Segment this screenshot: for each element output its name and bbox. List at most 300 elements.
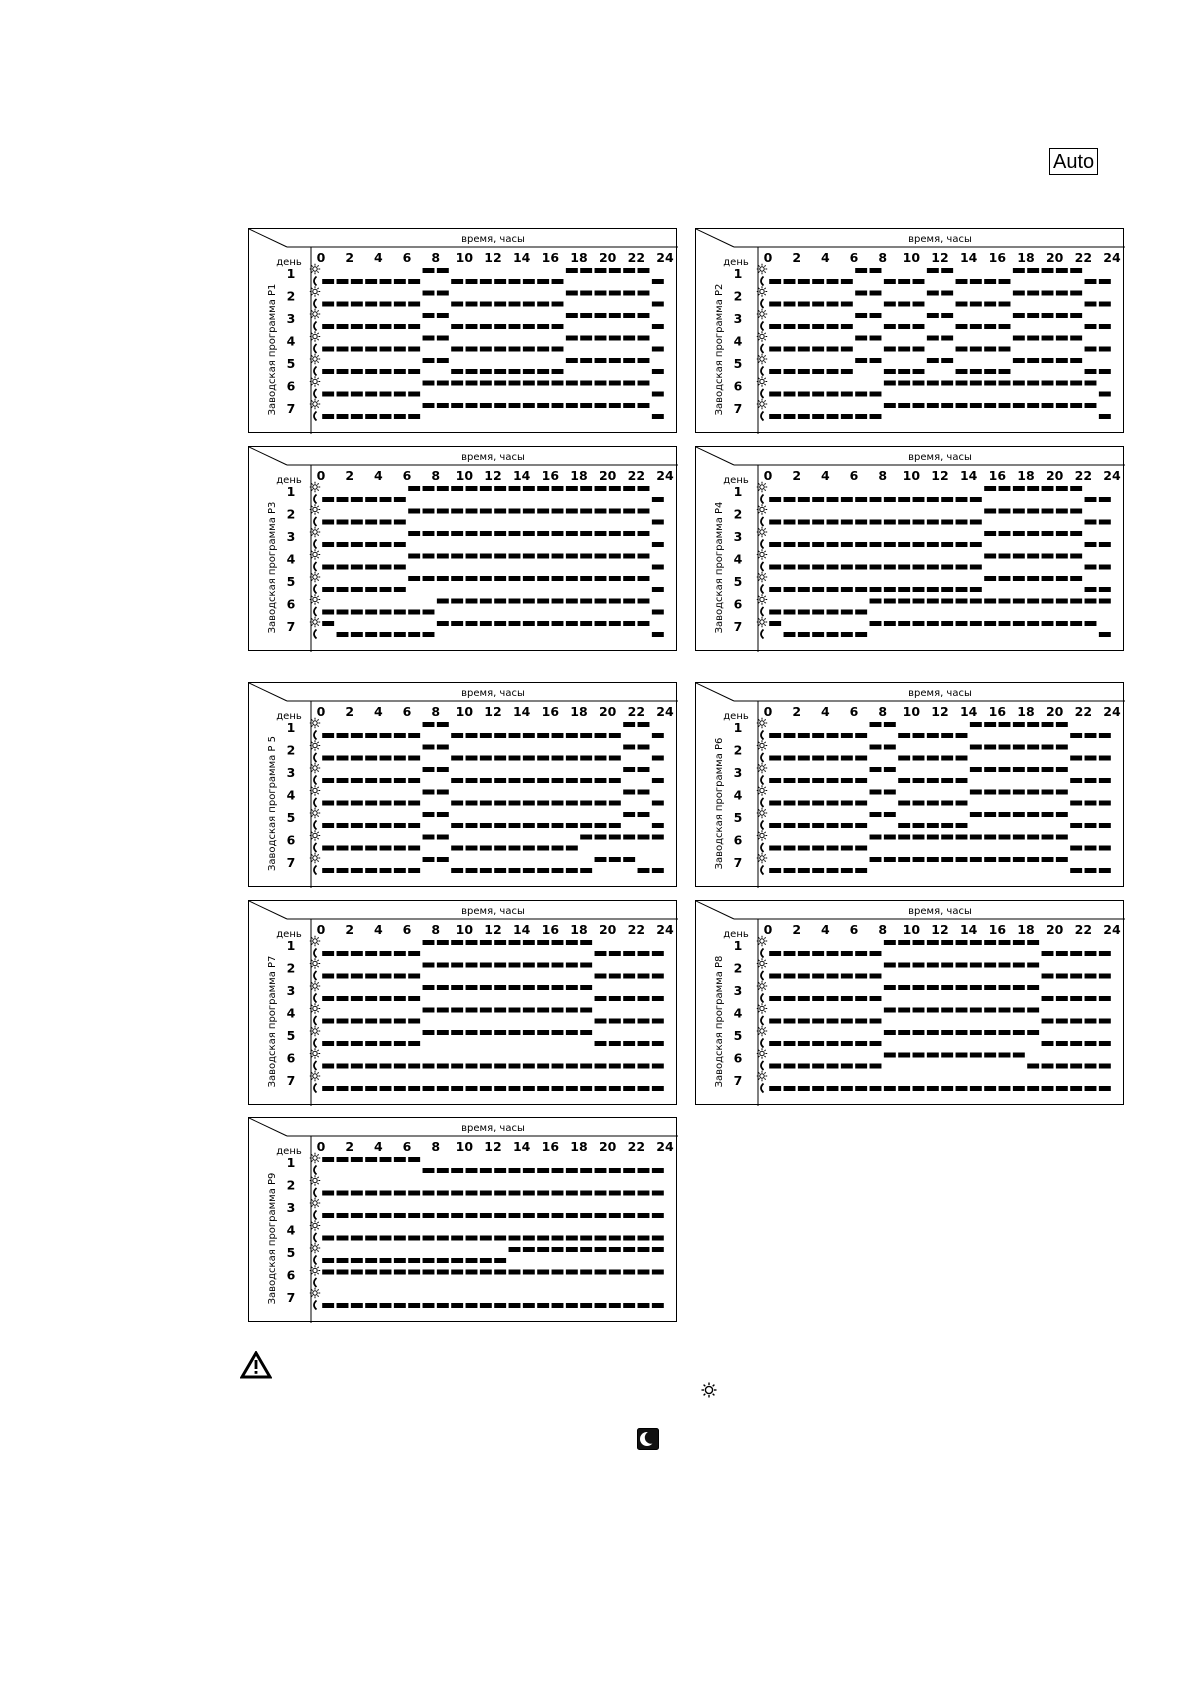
schedule-panel-p7 — [248, 900, 677, 1105]
eco-hour-bar — [784, 974, 796, 979]
eco-hour-bar — [337, 414, 349, 419]
eco-hour-bar — [812, 497, 824, 502]
eco-hour-bar — [1070, 801, 1082, 806]
eco-hour-bar — [337, 279, 349, 284]
comfort-hour-bar — [523, 531, 535, 536]
eco-hour-bar — [609, 801, 621, 806]
comfort-hour-bar — [941, 599, 953, 604]
comfort-hour-bar — [913, 985, 925, 990]
eco-hour-bar — [1099, 733, 1111, 738]
eco-hour-bar — [784, 369, 796, 374]
eco-hour-bar — [870, 996, 882, 1001]
day-number: 7 — [286, 855, 296, 870]
eco-hour-bar — [365, 733, 377, 738]
eco-hour-bar — [609, 1041, 621, 1046]
eco-hour-bar — [652, 756, 664, 761]
eco-hour-bar — [638, 868, 650, 873]
comfort-hour-bar — [984, 403, 996, 408]
eco-hour-bar — [509, 778, 521, 783]
comfort-hour-bar — [480, 576, 492, 581]
eco-hour-bar — [652, 1041, 664, 1046]
eco-hour-bar — [927, 1086, 939, 1091]
eco-hour-bar — [1085, 801, 1097, 806]
comfort-hour-bar — [927, 1053, 939, 1058]
eco-hour-bar — [798, 756, 810, 761]
eco-hour-bar — [380, 520, 392, 525]
eco-hour-bar — [322, 347, 334, 352]
eco-hour-bar — [984, 347, 996, 352]
comfort-hour-bar — [423, 1008, 435, 1013]
eco-hour-bar — [956, 302, 968, 307]
eco-hour-bar — [408, 778, 420, 783]
eco-hour-bar — [523, 823, 535, 828]
moon-icon — [761, 776, 764, 785]
comfort-hour-bar — [623, 745, 635, 750]
day-number: 6 — [286, 1050, 296, 1066]
eco-hour-bar — [638, 1064, 650, 1069]
eco-hour-bar — [812, 520, 824, 525]
eco-hour-bar — [623, 1064, 635, 1069]
comfort-hour-bar — [552, 621, 564, 626]
eco-hour-bar — [408, 1213, 420, 1218]
eco-hour-bar — [1070, 778, 1082, 783]
eco-hour-bar — [552, 1168, 564, 1173]
eco-hour-bar — [322, 868, 334, 873]
moon-icon — [314, 540, 317, 549]
comfort-hour-bar — [623, 767, 635, 772]
eco-hour-bar — [595, 1191, 607, 1196]
comfort-hour-bar — [984, 1008, 996, 1013]
comfort-hour-bar — [623, 576, 635, 581]
eco-hour-bar — [552, 1213, 564, 1218]
comfort-hour-bar — [609, 531, 621, 536]
eco-hour-bar — [595, 1041, 607, 1046]
eco-hour-bar — [580, 1213, 592, 1218]
eco-hour-bar — [956, 565, 968, 570]
comfort-hour-bar — [898, 940, 910, 945]
comfort-hour-bar — [1070, 599, 1082, 604]
comfort-hour-bar — [523, 403, 535, 408]
hour-tick-label: 24 — [656, 468, 674, 483]
program-title: Заводская программа P7 — [267, 955, 278, 1088]
comfort-hour-bar — [322, 621, 334, 626]
sun-icon — [757, 309, 767, 319]
comfort-hour-bar — [941, 381, 953, 386]
eco-hour-bar — [855, 520, 867, 525]
moon-icon — [314, 798, 317, 807]
eco-hour-bar — [970, 279, 982, 284]
hour-tick-label: 18 — [570, 250, 588, 265]
eco-hour-bar — [784, 392, 796, 397]
sun-icon — [757, 785, 767, 795]
eco-hour-bar — [855, 1019, 867, 1024]
day-number: 5 — [733, 574, 743, 589]
comfort-hour-bar — [623, 790, 635, 795]
comfort-hour-bar — [638, 268, 650, 273]
comfort-hour-bar — [423, 291, 435, 296]
comfort-hour-bar — [451, 1270, 463, 1275]
eco-hour-bar — [380, 542, 392, 547]
hour-tick-label: 12 — [931, 468, 949, 483]
eco-hour-bar — [769, 756, 781, 761]
eco-hour-bar — [784, 823, 796, 828]
eco-hour-bar — [423, 1086, 435, 1091]
eco-hour-bar — [870, 974, 882, 979]
comfort-hour-bar — [494, 985, 506, 990]
eco-hour-bar — [827, 302, 839, 307]
eco-hour-bar — [898, 497, 910, 502]
eco-hour-bar — [423, 1213, 435, 1218]
comfort-hour-bar — [523, 940, 535, 945]
eco-hour-bar — [798, 846, 810, 851]
comfort-hour-bar — [1042, 599, 1054, 604]
eco-hour-bar — [509, 823, 521, 828]
eco-hour-bar — [337, 324, 349, 329]
eco-hour-bar — [884, 1086, 896, 1091]
comfort-hour-bar — [623, 857, 635, 862]
comfort-hour-bar — [1070, 486, 1082, 491]
sun-icon — [757, 1048, 767, 1058]
eco-hour-bar — [595, 823, 607, 828]
eco-hour-bar — [1085, 733, 1097, 738]
sun-icon — [757, 572, 767, 582]
moon-icon — [314, 971, 317, 980]
comfort-hour-bar — [984, 722, 996, 727]
comfort-hour-bar — [466, 985, 478, 990]
eco-hour-bar — [394, 392, 406, 397]
program-title: Заводская программа P4 — [714, 501, 725, 634]
comfort-hour-bar — [956, 599, 968, 604]
comfort-hour-bar — [927, 336, 939, 341]
comfort-hour-bar — [884, 963, 896, 968]
eco-hour-bar — [1070, 733, 1082, 738]
comfort-hour-bar — [1027, 767, 1039, 772]
hour-tick-label: 22 — [627, 468, 646, 483]
comfort-hour-bar — [884, 767, 896, 772]
comfort-hour-bar — [423, 722, 435, 727]
eco-hour-bar — [769, 497, 781, 502]
comfort-hour-bar — [595, 835, 607, 840]
eco-hour-bar — [523, 756, 535, 761]
eco-hour-bar — [652, 279, 664, 284]
day-number: 1 — [286, 484, 296, 499]
day-number: 3 — [286, 311, 296, 326]
eco-hour-bar — [595, 756, 607, 761]
eco-hour-bar — [552, 778, 564, 783]
eco-hour-bar — [638, 1086, 650, 1091]
comfort-hour-bar — [480, 531, 492, 536]
eco-hour-bar — [609, 756, 621, 761]
eco-hour-bar — [380, 756, 392, 761]
comfort-hour-bar — [351, 1157, 363, 1162]
eco-hour-bar — [365, 565, 377, 570]
hour-tick-label: 6 — [849, 704, 859, 719]
eco-hour-bar — [466, 347, 478, 352]
comfort-hour-bar — [580, 599, 592, 604]
eco-hour-bar — [913, 520, 925, 525]
sun-icon — [757, 527, 767, 537]
eco-hour-bar — [1085, 1041, 1097, 1046]
hour-tick-label: 6 — [402, 922, 412, 937]
eco-hour-bar — [827, 974, 839, 979]
eco-hour-bar — [394, 1236, 406, 1241]
eco-hour-bar — [537, 1064, 549, 1069]
eco-hour-bar — [566, 1213, 578, 1218]
comfort-hour-bar — [408, 509, 420, 514]
comfort-hour-bar — [970, 985, 982, 990]
eco-hour-bar — [812, 414, 824, 419]
comfort-hour-bar — [956, 621, 968, 626]
eco-hour-bar — [898, 565, 910, 570]
day-number: 3 — [286, 765, 296, 780]
comfort-hour-bar — [970, 1053, 982, 1058]
comfort-hour-bar — [1056, 621, 1068, 626]
eco-hour-bar — [984, 369, 996, 374]
eco-hour-bar — [394, 1303, 406, 1308]
eco-hour-bar — [970, 369, 982, 374]
comfort-hour-bar — [898, 1008, 910, 1013]
comfort-hour-bar — [898, 985, 910, 990]
comfort-hour-bar — [537, 554, 549, 559]
schedule-panel-p1 — [248, 228, 677, 433]
eco-hour-bar — [451, 324, 463, 329]
hour-tick-label: 8 — [431, 704, 441, 719]
comfort-hour-bar — [537, 486, 549, 491]
comfort-hour-bar — [609, 621, 621, 626]
comfort-hour-bar — [913, 963, 925, 968]
eco-hour-bar — [1056, 951, 1068, 956]
comfort-hour-bar — [437, 1270, 449, 1275]
eco-hour-bar — [365, 756, 377, 761]
eco-hour-bar — [609, 1064, 621, 1069]
schedule-panel-p9 — [248, 1117, 677, 1322]
comfort-hour-bar — [623, 336, 635, 341]
comfort-hour-bar — [609, 1247, 621, 1252]
eco-hour-bar — [1042, 1041, 1054, 1046]
eco-hour-bar — [494, 1191, 506, 1196]
hour-tick-label: 22 — [1074, 250, 1093, 265]
day-number: 5 — [733, 356, 743, 371]
eco-hour-bar — [595, 951, 607, 956]
eco-hour-bar — [466, 369, 478, 374]
comfort-hour-bar — [870, 358, 882, 363]
comfort-hour-bar — [437, 722, 449, 727]
eco-hour-bar — [870, 1041, 882, 1046]
sun-icon — [757, 482, 767, 492]
eco-hour-bar — [784, 414, 796, 419]
sun-icon — [310, 549, 320, 559]
day-number: 7 — [733, 401, 743, 416]
moon-icon — [314, 1278, 317, 1287]
comfort-hour-bar — [638, 599, 650, 604]
eco-hour-bar — [394, 302, 406, 307]
eco-hour-bar — [652, 868, 664, 873]
comfort-hour-bar — [566, 554, 578, 559]
eco-hour-bar — [394, 497, 406, 502]
eco-hour-bar — [1099, 846, 1111, 851]
eco-hour-bar — [337, 565, 349, 570]
eco-hour-bar — [1070, 1064, 1082, 1069]
hour-tick-label: 18 — [570, 1139, 588, 1154]
comfort-hour-bar — [451, 531, 463, 536]
eco-hour-bar — [408, 951, 420, 956]
day-number: 4 — [286, 1222, 296, 1238]
sun-icon — [310, 354, 320, 364]
eco-hour-bar — [898, 279, 910, 284]
eco-hour-bar — [970, 587, 982, 592]
eco-hour-bar — [941, 587, 953, 592]
comfort-hour-bar — [595, 621, 607, 626]
eco-hour-bar — [812, 587, 824, 592]
eco-hour-bar — [652, 733, 664, 738]
comfort-hour-bar — [451, 486, 463, 491]
eco-hour-bar — [537, 1168, 549, 1173]
comfort-hour-bar — [956, 403, 968, 408]
comfort-hour-bar — [1056, 531, 1068, 536]
comfort-hour-bar — [1013, 554, 1025, 559]
comfort-hour-bar — [855, 336, 867, 341]
day-number: 5 — [286, 810, 296, 825]
sun-icon — [701, 1382, 717, 1398]
hours-axis-title: время, часы — [461, 688, 525, 699]
hour-tick-label: 4 — [820, 468, 830, 483]
comfort-hour-bar — [1042, 509, 1054, 514]
comfort-hour-bar — [855, 291, 867, 296]
eco-hour-bar — [466, 1191, 478, 1196]
eco-hour-bar — [523, 279, 535, 284]
eco-hour-bar — [812, 1064, 824, 1069]
eco-hour-bar — [652, 1168, 664, 1173]
eco-hour-bar — [408, 756, 420, 761]
moon-icon — [314, 367, 317, 376]
comfort-hour-bar — [999, 835, 1011, 840]
eco-hour-bar — [466, 324, 478, 329]
hour-tick-label: 10 — [902, 922, 921, 937]
eco-hour-bar — [827, 823, 839, 828]
eco-hour-bar — [408, 868, 420, 873]
eco-hour-bar — [480, 279, 492, 284]
eco-hour-bar — [466, 279, 478, 284]
comfort-hour-bar — [480, 554, 492, 559]
comfort-hour-bar — [437, 291, 449, 296]
comfort-hour-bar — [970, 963, 982, 968]
comfort-hour-bar — [638, 621, 650, 626]
eco-hour-bar — [609, 974, 621, 979]
eco-hour-bar — [322, 801, 334, 806]
eco-hour-bar — [494, 324, 506, 329]
comfort-hour-bar — [580, 576, 592, 581]
eco-hour-bar — [927, 756, 939, 761]
moon-icon — [314, 1084, 317, 1093]
comfort-hour-bar — [623, 599, 635, 604]
hour-tick-label: 0 — [763, 468, 773, 483]
eco-hour-bar — [638, 1019, 650, 1024]
comfort-hour-bar — [623, 291, 635, 296]
day-column-label: день — [723, 711, 749, 722]
eco-hour-bar — [769, 414, 781, 419]
eco-hour-bar — [351, 1086, 363, 1091]
comfort-hour-bar — [1056, 358, 1068, 363]
comfort-hour-bar — [509, 486, 521, 491]
eco-hour-bar — [898, 369, 910, 374]
comfort-hour-bar — [1027, 313, 1039, 318]
eco-hour-bar — [638, 1213, 650, 1218]
eco-hour-bar — [380, 846, 392, 851]
eco-hour-bar — [652, 497, 664, 502]
eco-hour-bar — [365, 414, 377, 419]
hour-tick-label: 4 — [820, 922, 830, 937]
eco-hour-bar — [437, 1064, 449, 1069]
eco-hour-bar — [365, 1213, 377, 1218]
comfort-hour-bar — [884, 599, 896, 604]
eco-hour-bar — [351, 414, 363, 419]
comfort-hour-bar — [523, 554, 535, 559]
eco-hour-bar — [337, 1303, 349, 1308]
eco-hour-bar — [437, 1303, 449, 1308]
comfort-hour-bar — [913, 621, 925, 626]
eco-hour-bar — [451, 1258, 463, 1263]
eco-hour-bar — [322, 520, 334, 525]
eco-hour-bar — [394, 324, 406, 329]
comfort-hour-bar — [566, 1030, 578, 1035]
eco-hour-bar — [394, 1019, 406, 1024]
eco-hour-bar — [609, 1303, 621, 1308]
eco-hour-bar — [337, 610, 349, 615]
comfort-hour-bar — [1042, 403, 1054, 408]
eco-hour-bar — [1070, 846, 1082, 851]
hour-tick-label: 16 — [988, 468, 1007, 483]
comfort-hour-bar — [394, 1270, 406, 1275]
eco-hour-bar — [855, 778, 867, 783]
comfort-hour-bar — [1027, 554, 1039, 559]
comfort-hour-bar — [1056, 812, 1068, 817]
comfort-hour-bar — [1013, 940, 1025, 945]
comfort-hour-bar — [423, 963, 435, 968]
eco-hour-bar — [494, 756, 506, 761]
eco-hour-bar — [380, 1213, 392, 1218]
eco-hour-bar — [898, 324, 910, 329]
eco-hour-bar — [365, 542, 377, 547]
comfort-hour-bar — [898, 1030, 910, 1035]
hour-tick-label: 20 — [1045, 704, 1064, 719]
eco-hour-bar — [480, 733, 492, 738]
eco-hour-bar — [394, 996, 406, 1001]
comfort-hour-bar — [970, 621, 982, 626]
comfort-hour-bar — [566, 313, 578, 318]
moon-icon — [314, 562, 317, 571]
comfort-hour-bar — [927, 381, 939, 386]
hour-tick-label: 12 — [931, 704, 949, 719]
eco-hour-bar — [855, 1086, 867, 1091]
comfort-hour-bar — [1013, 1053, 1025, 1058]
eco-hour-bar — [1042, 1019, 1054, 1024]
comfort-hour-bar — [1056, 835, 1068, 840]
day-number: 2 — [733, 288, 743, 304]
eco-hour-bar — [1099, 632, 1111, 637]
moon-icon — [314, 517, 317, 526]
eco-hour-bar — [380, 1086, 392, 1091]
eco-hour-bar — [884, 347, 896, 352]
comfort-hour-bar — [494, 554, 506, 559]
eco-hour-bar — [494, 1258, 506, 1263]
comfort-hour-bar — [638, 1247, 650, 1252]
eco-hour-bar — [408, 1258, 420, 1263]
eco-hour-bar — [552, 756, 564, 761]
sun-icon — [757, 376, 767, 386]
comfort-hour-bar — [509, 576, 521, 581]
comfort-hour-bar — [466, 554, 478, 559]
comfort-hour-bar — [466, 486, 478, 491]
